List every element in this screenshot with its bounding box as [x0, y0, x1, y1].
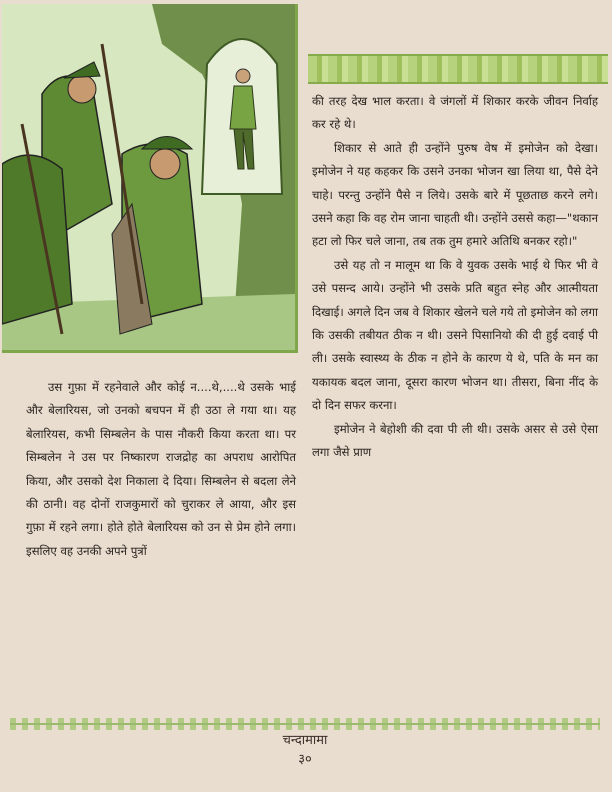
footer-divider: [10, 718, 600, 730]
story-illustration: [2, 4, 298, 353]
paragraph: इमोजेन ने बेहोशी की दवा पी ली थी। उसके असर से उसे ऐसा लगा जैसे प्राण: [312, 421, 598, 460]
magazine-name: चन्दामामा: [282, 733, 328, 748]
standing-figure-body: [230, 86, 256, 129]
paragraph: शिकार से आते ही उन्होंने पुरुष वेष में इमोजेन को देखा। इमोजेन ने यह कहकर कि उसने उनका भोजन खा लिया था, पैसे देने चाहे। परन्तु उन्होंने पैसे न लिये। उसके बारे में पूछताछ करने लगे। उसने कहा कि वह रोम जाना चाहती थी। उन्होंने उससे कहा—"थकान हटा लो फिर चले जाना, तब तक तुम हमारे अतिथि बनकर रहो।": [312, 140, 598, 249]
decorative-banner: [308, 54, 608, 84]
archers-scene: [2, 4, 295, 350]
page-number: ३०: [298, 752, 312, 767]
right-text-column: [312, 90, 598, 465]
standing-figure-head: [236, 69, 250, 83]
paragraph: की तरह देख भाल करता। वे जंगलों में शिकार करके जीवन निर्वाह कर रहे थे।: [312, 94, 598, 132]
left-text-column: [26, 376, 296, 563]
paragraph: उस गुफ़ा में रहनेवाले और कोई न....थे,....थे उसके भाई और बेलारियस, जो उनको बचपन में ही उठा ले गया था। यह बेलारियस, कभी सिम्बलेन के पास नौकरी किया करता था। पर सिम्बलेन ने उस पर निष्कारण राजद्रोह का अपराध आरोपित किया, और उसको देश निकाला दे दिया। सिम्बलेन से बदला लेने की ठानी। वह दोनों राजकुमारों को चुराकर ले आया, और इस गुफ़ा में रहने लगा। होते होते बेलारियस को उन से प्रेम होने लगा। इसलिए वह उनकी अपने पुत्रों: [26, 380, 296, 558]
paragraph: उसे यह तो न मालूम था कि वे युवक उसके भाई थे फिर भी वे उसे पसन्द आये। उन्होंने भी उसके प्रति बहुत स्नेह और आत्मीयता दिखाई। अगले दिन जब वे शिकार खेलने चले गये तो इमोजेन को लगा कि उसकी तबीयत ठीक न थी। उसने पिसानियो की दी हुई दवाई पी ली। उसके स्वास्थ्य के ठीक न होने के कारण ये थे, पति के मन का यकायक बदल जाना, दूसरा कारण भोजन था। तीसरा, बिना नींद के दो दिन सफर करना।: [312, 257, 598, 413]
